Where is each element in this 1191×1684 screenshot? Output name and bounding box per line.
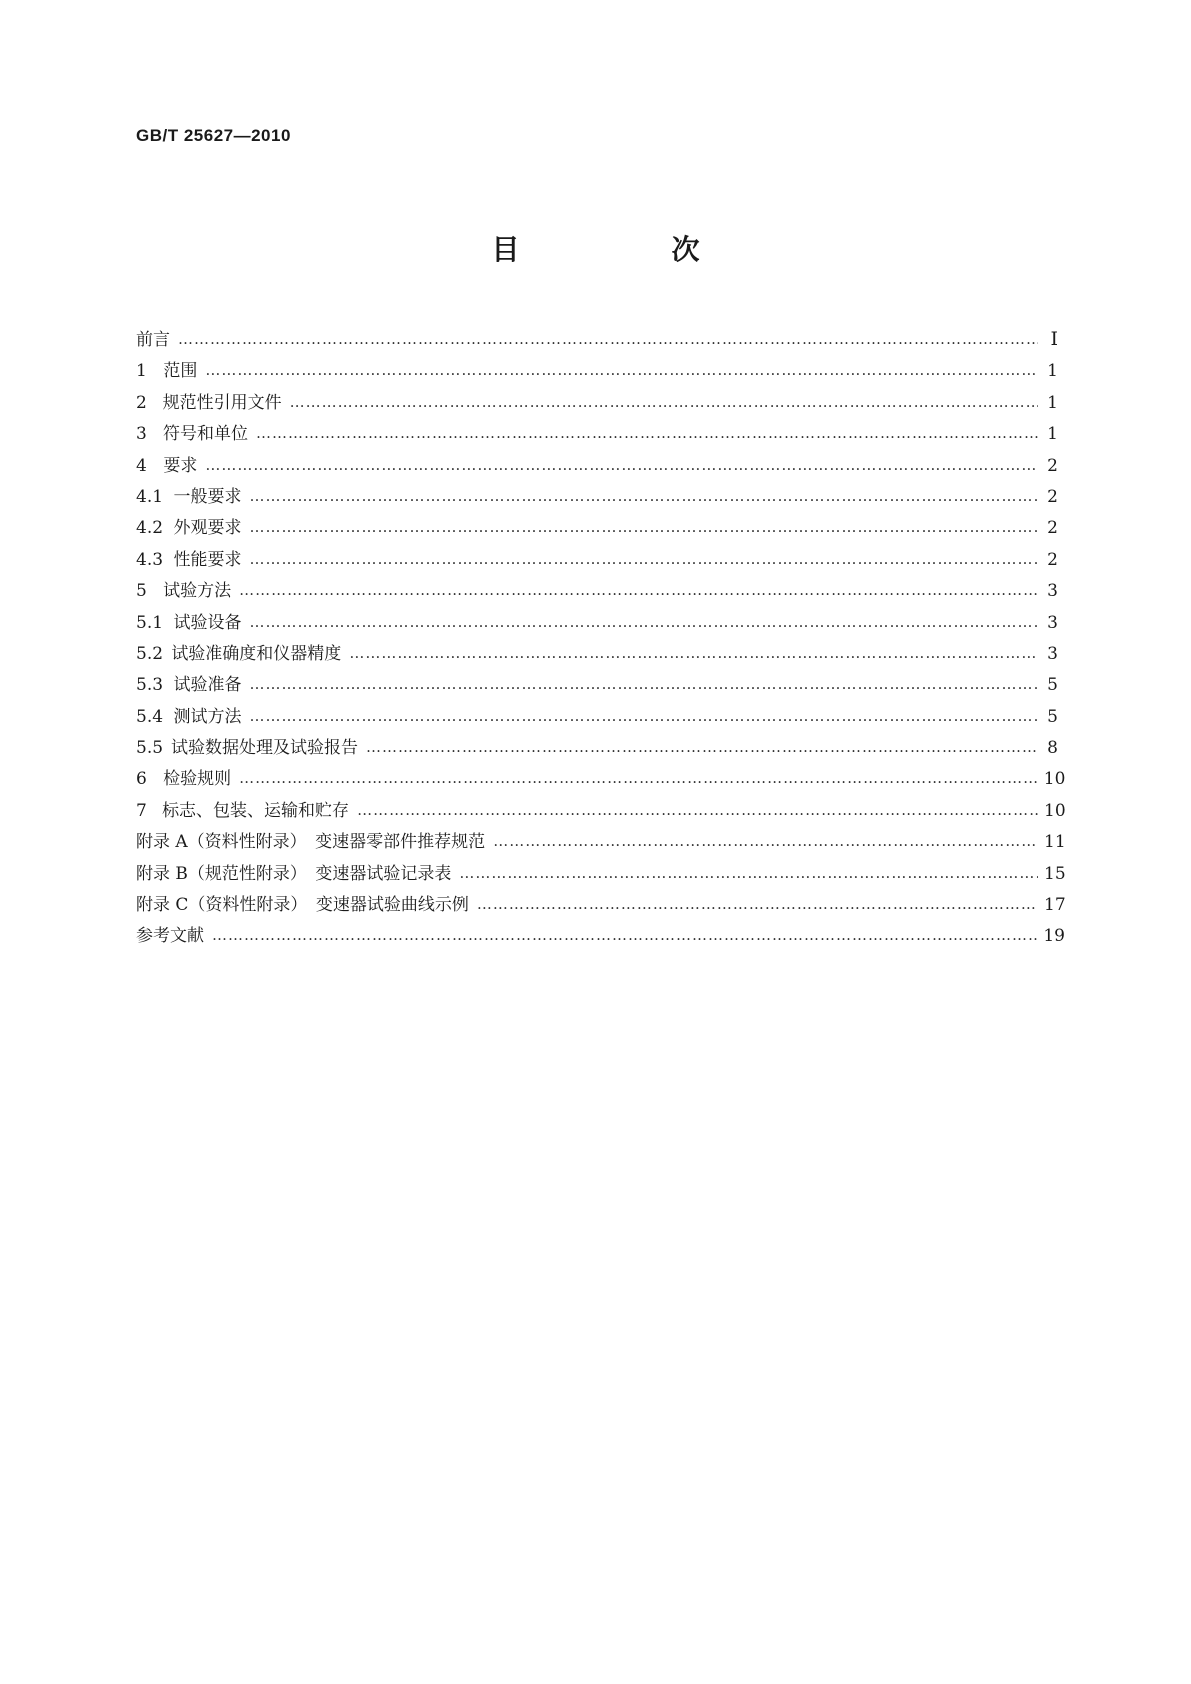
toc-entry-number: 7 bbox=[136, 800, 147, 821]
toc-entry[interactable] bbox=[136, 859, 1066, 890]
toc-entry-page: 3 bbox=[1047, 612, 1058, 633]
toc-entry[interactable] bbox=[136, 325, 1058, 356]
toc-leader-dots bbox=[250, 707, 1038, 725]
table-of-contents bbox=[136, 325, 1066, 953]
toc-entry-number: 5.5 bbox=[136, 738, 164, 759]
toc-leader-dots bbox=[239, 581, 1038, 599]
toc-entry-label: 标志、包装、运输和贮存 bbox=[162, 800, 350, 821]
toc-entry-page: Ⅰ bbox=[1050, 328, 1058, 350]
toc-leader-dots bbox=[205, 361, 1038, 379]
toc-entry-number: 5 bbox=[136, 581, 147, 602]
toc-entry[interactable] bbox=[136, 733, 1058, 764]
toc-entry-label: 试验准备 bbox=[173, 675, 242, 696]
toc-entry[interactable] bbox=[136, 890, 1066, 921]
toc-leader-dots bbox=[459, 864, 1038, 882]
toc-leader-dots bbox=[349, 644, 1038, 662]
toc-entry-page: 15 bbox=[1044, 863, 1066, 884]
toc-leader-dots bbox=[239, 769, 1038, 787]
toc-leader-dots bbox=[493, 832, 1038, 850]
toc-entry-page: 5 bbox=[1047, 706, 1058, 727]
toc-entry[interactable] bbox=[136, 764, 1066, 795]
toc-entry[interactable] bbox=[136, 796, 1066, 827]
toc-entry-page: 17 bbox=[1044, 895, 1066, 916]
toc-entry-page: 1 bbox=[1047, 361, 1058, 382]
toc-entry-label: 性能要求 bbox=[173, 549, 242, 570]
toc-entry-number: 5.3 bbox=[136, 675, 164, 696]
toc-entry-page: 2 bbox=[1047, 518, 1058, 539]
toc-leader-dots bbox=[256, 424, 1038, 442]
toc-entry-label: 符号和单位 bbox=[162, 424, 248, 445]
toc-leader-dots bbox=[250, 487, 1038, 505]
toc-leader-dots bbox=[250, 518, 1038, 536]
toc-entry-label: 规范性引用文件 bbox=[162, 392, 282, 413]
toc-leader-dots bbox=[250, 550, 1038, 568]
toc-entry-label: 一般要求 bbox=[173, 486, 242, 507]
toc-entry-page: 11 bbox=[1044, 832, 1066, 853]
toc-entry[interactable] bbox=[136, 639, 1058, 670]
toc-entry-page: 8 bbox=[1047, 738, 1058, 759]
toc-title: 目 次 bbox=[491, 233, 762, 266]
toc-leader-dots bbox=[205, 456, 1038, 474]
toc-entry-label: 试验方法 bbox=[163, 581, 232, 602]
toc-entry-label: 前言 bbox=[136, 330, 170, 350]
toc-entry[interactable] bbox=[136, 608, 1058, 639]
toc-entry[interactable] bbox=[136, 451, 1058, 482]
toc-entry[interactable] bbox=[136, 356, 1058, 387]
toc-entry-label: 测试方法 bbox=[173, 706, 242, 727]
toc-entry-label: 要求 bbox=[163, 455, 198, 476]
toc-entry-page: 1 bbox=[1047, 392, 1058, 413]
toc-entry-label: 附录 C（资料性附录） 变速器试验曲线示例 bbox=[136, 895, 469, 916]
toc-entry-number: 3 bbox=[136, 424, 147, 445]
toc-entry[interactable] bbox=[136, 670, 1058, 701]
toc-leader-dots bbox=[357, 801, 1038, 819]
toc-entry-page: 1 bbox=[1047, 424, 1058, 445]
toc-entry[interactable] bbox=[136, 921, 1065, 952]
toc-entry[interactable] bbox=[136, 827, 1066, 858]
toc-entry-number: 5.4 bbox=[136, 706, 164, 727]
toc-entry-number: 4.3 bbox=[136, 549, 164, 570]
toc-entry-label: 试验准确度和仪器精度 bbox=[171, 643, 342, 664]
toc-entry-page: 2 bbox=[1047, 549, 1058, 570]
toc-entry-page: 2 bbox=[1047, 486, 1058, 507]
toc-leader-dots bbox=[250, 613, 1038, 631]
toc-entry[interactable] bbox=[136, 419, 1058, 450]
toc-entry-label: 附录 B（规范性附录） 变速器试验记录表 bbox=[136, 863, 452, 884]
toc-entry-page: 2 bbox=[1047, 455, 1058, 476]
toc-entry-page: 3 bbox=[1047, 643, 1058, 664]
toc-entry-number: 4 bbox=[136, 455, 147, 476]
toc-entry-label: 参考文献 bbox=[136, 926, 204, 947]
toc-entry-label: 检验规则 bbox=[163, 769, 232, 790]
toc-entry[interactable] bbox=[136, 545, 1058, 576]
toc-entry-page: 10 bbox=[1044, 800, 1066, 821]
toc-entry-label: 试验设备 bbox=[173, 612, 242, 633]
toc-entry[interactable] bbox=[136, 576, 1058, 607]
toc-entry-number: 1 bbox=[136, 361, 147, 382]
toc-entry[interactable] bbox=[136, 388, 1058, 419]
toc-entry-number: 4.1 bbox=[136, 486, 164, 507]
toc-entry-number: 6 bbox=[136, 769, 147, 790]
standard-code: GB/T 25627—2010 bbox=[136, 126, 291, 145]
toc-entry[interactable] bbox=[136, 513, 1058, 544]
toc-leader-dots bbox=[290, 393, 1038, 411]
toc-entry-number: 2 bbox=[136, 392, 147, 413]
toc-entry-page: 3 bbox=[1047, 581, 1058, 602]
toc-entry-label: 附录 A（资料性附录） 变速器零部件推荐规范 bbox=[136, 832, 486, 853]
toc-entry[interactable] bbox=[136, 482, 1058, 513]
toc-entry-page: 10 bbox=[1043, 769, 1066, 790]
toc-entry-page: 5 bbox=[1047, 675, 1058, 696]
toc-entry-label: 试验数据处理及试验报告 bbox=[170, 738, 358, 759]
toc-leader-dots bbox=[178, 330, 1038, 348]
toc-leader-dots bbox=[250, 675, 1038, 693]
toc-entry-number: 4.2 bbox=[136, 518, 164, 539]
toc-entry[interactable] bbox=[136, 702, 1058, 733]
toc-entry-page: 19 bbox=[1043, 926, 1065, 947]
toc-entry-number: 5.1 bbox=[136, 612, 164, 633]
toc-leader-dots bbox=[477, 895, 1038, 913]
toc-entry-number: 5.2 bbox=[136, 643, 164, 664]
toc-leader-dots bbox=[366, 738, 1038, 756]
toc-entry-label: 范围 bbox=[163, 361, 198, 382]
toc-entry-label: 外观要求 bbox=[173, 518, 242, 539]
toc-leader-dots bbox=[212, 926, 1037, 944]
